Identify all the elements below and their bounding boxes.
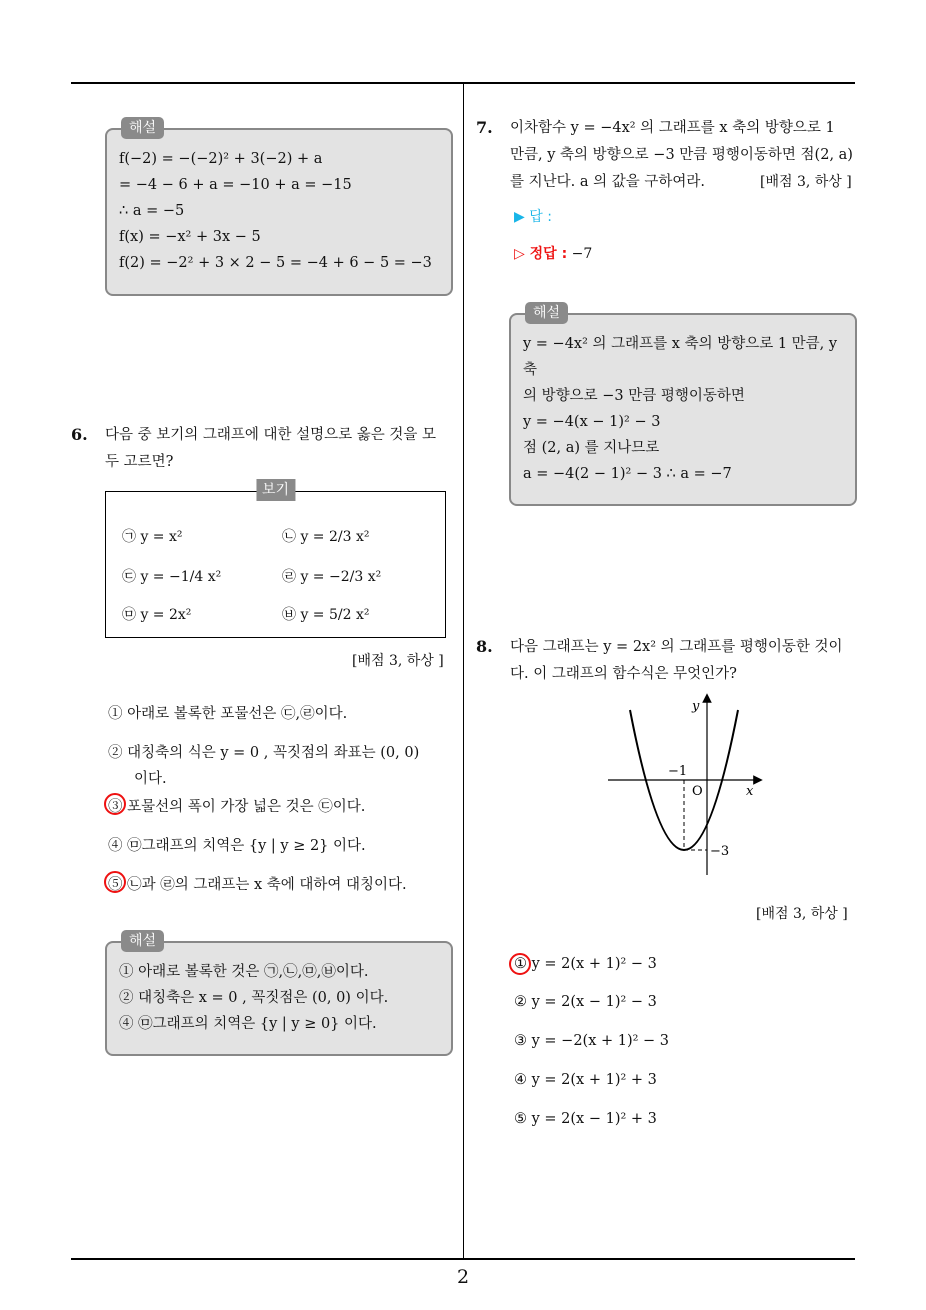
- minus1-label: −1: [668, 764, 688, 779]
- question-text: [105, 422, 460, 476]
- bogi-tag: 보기: [256, 479, 295, 501]
- parabola-graph: [600, 690, 770, 880]
- option-3[interactable]: ③ y = −2(x + 1)² − 3: [514, 1033, 670, 1049]
- solution-line: ∴ a = −5: [119, 203, 185, 219]
- bogi-item: ㉥ y = 5/2 x²: [282, 607, 370, 623]
- question-line: 다. 이 그래프의 함수식은 무엇인가?: [510, 666, 737, 682]
- score-label: [배점 3, 하상 ]: [760, 174, 852, 190]
- bottom-rule: [71, 1258, 855, 1260]
- selected-mark-icon: [509, 953, 531, 975]
- solution-tag: 해설: [121, 930, 164, 952]
- solution-line: ④ ㉤그래프의 치역은 {y | y ≥ 0} 이다.: [119, 1016, 377, 1032]
- score-label: [배점 3, 하상 ]: [352, 653, 444, 669]
- option-5[interactable]: ⑤ y = 2(x − 1)² + 3: [514, 1111, 657, 1127]
- page-number: 2: [456, 1266, 470, 1288]
- q5-solution-box: [105, 120, 453, 296]
- solution-line: ② 대칭축은 x = 0 , 꼭짓점은 (0, 0) 이다.: [119, 990, 389, 1006]
- selected-mark-icon: [104, 793, 126, 815]
- bogi-box: [105, 482, 446, 638]
- solution-line: y = −4x² 의 그래프를 x 축의 방향으로 1 만큼, y: [523, 336, 838, 352]
- question-number: 7.: [476, 118, 493, 137]
- question-line: 를 지난다. a 의 값을 구하여라.: [510, 174, 705, 190]
- solution-line: a = −4(2 − 1)² − 3 ∴ a = −7: [523, 466, 732, 482]
- q6-solution-box: [105, 933, 453, 1056]
- minus3-label: −3: [710, 844, 730, 859]
- solution-line: f(2) = −2² + 3 × 2 − 5 = −4 + 6 − 5 = −3: [119, 255, 432, 271]
- question-line: 두 고르면?: [105, 454, 174, 470]
- origin-label: O: [692, 784, 703, 799]
- solution-line: 의 방향으로 −3 만큼 평행이동하면: [523, 388, 745, 404]
- bogi-item: ㉤ y = 2x²: [122, 607, 192, 623]
- option-4[interactable]: ④ ㉤그래프의 치역은 {y | y ≥ 2} 이다.: [108, 838, 366, 854]
- correct-answer: [514, 243, 592, 263]
- question-text: [510, 634, 860, 688]
- q7-solution-box: [509, 305, 857, 506]
- solution-tag: 해설: [525, 302, 568, 324]
- question-number: 8.: [476, 637, 493, 656]
- bogi-item: ㉣ y = −2/3 x²: [282, 569, 382, 585]
- solution-tag: 해설: [121, 117, 164, 139]
- y-axis-label: y: [692, 699, 700, 714]
- x-axis-label: x: [746, 784, 754, 799]
- option-5[interactable]: ⑤ ㉡과 ㉣의 그래프는 x 축에 대하여 대칭이다.: [108, 877, 407, 893]
- solution-line: = −4 − 6 + a = −10 + a = −15: [119, 177, 352, 193]
- solution-line: y = −4(x − 1)² − 3: [523, 414, 661, 430]
- option-2[interactable]: ② 대칭축의 식은 y = 0 , 꼭짓점의 좌표는 (0, 0): [108, 745, 420, 761]
- option-3[interactable]: ③ 포물선의 폭이 가장 넓은 것은 ㉢이다.: [108, 799, 366, 815]
- option-2[interactable]: ② y = 2(x − 1)² − 3: [514, 994, 657, 1010]
- solution-line: 점 (2, a) 를 지나므로: [523, 440, 660, 456]
- answer-label: ▶ 답 :: [514, 209, 552, 225]
- question-line: 만큼, y 축의 방향으로 −3 만큼 평행이동하면 점(2, a): [510, 147, 853, 163]
- correct-label: ▷ 정답 :: [514, 246, 568, 262]
- solution-line: ① 아래로 볼록한 것은 ㉠,㉡,㉤,㉥이다.: [119, 964, 369, 980]
- question-line: 이차함수 y = −4x² 의 그래프를 x 축의 방향으로 1: [510, 120, 835, 136]
- score-label: [배점 3, 하상 ]: [756, 906, 848, 922]
- question-line: 다음 중 보기의 그래프에 대한 설명으로 옳은 것을 모: [105, 427, 437, 443]
- question-number: 6.: [71, 425, 88, 444]
- question-line: 다음 그래프는 y = 2x² 의 그래프를 평행이동한 것이: [510, 639, 843, 655]
- bogi-item: ㉢ y = −1/4 x²: [122, 569, 222, 585]
- solution-line: f(x) = −x² + 3x − 5: [119, 229, 261, 245]
- option-2-cont: 이다.: [134, 771, 167, 787]
- correct-value: −7: [571, 246, 593, 262]
- column-divider: [463, 82, 464, 1258]
- selected-mark-icon: [104, 871, 126, 893]
- option-4[interactable]: ④ y = 2(x + 1)² + 3: [514, 1072, 657, 1088]
- solution-line: 축: [523, 362, 538, 378]
- bogi-item: ㉠ y = x²: [122, 529, 183, 545]
- solution-line: f(−2) = −(−2)² + 3(−2) + a: [119, 151, 323, 167]
- bogi-item: ㉡ y = 2/3 x²: [282, 529, 370, 545]
- option-1[interactable]: ① 아래로 볼록한 포물선은 ㉢,㉣이다.: [108, 706, 348, 722]
- option-1[interactable]: ① y = 2(x + 1)² − 3: [514, 956, 657, 972]
